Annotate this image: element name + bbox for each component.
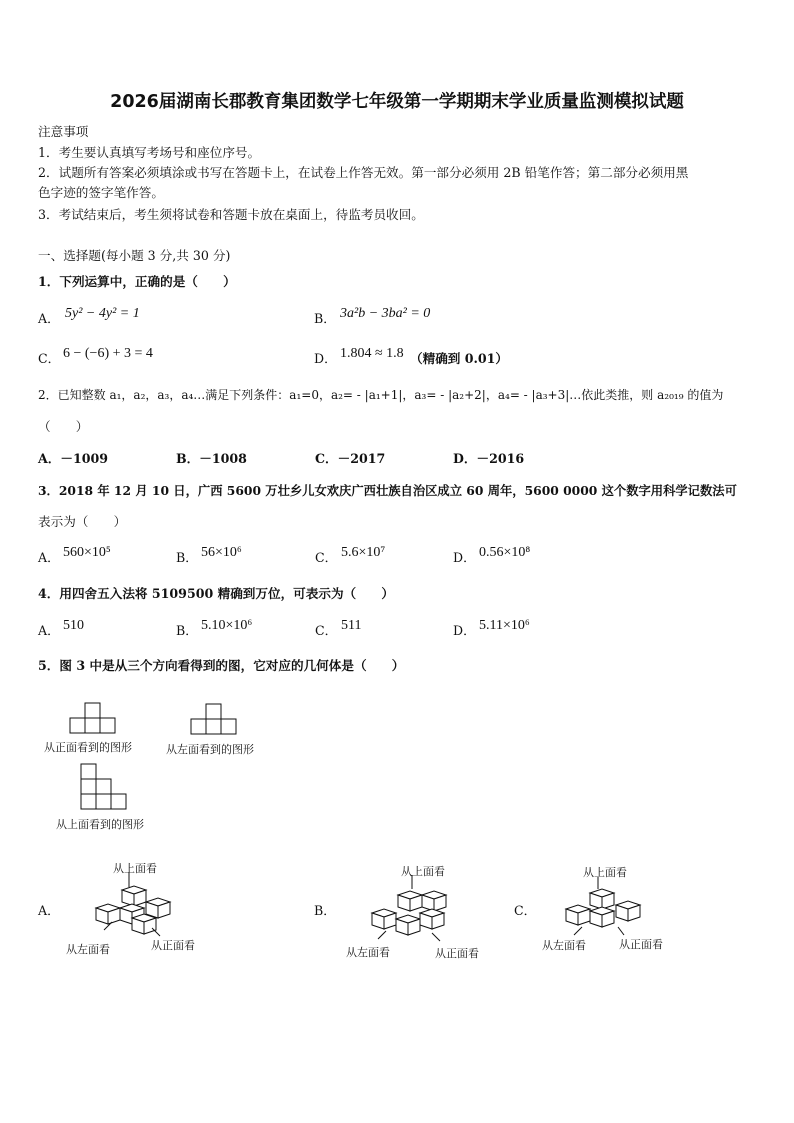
top-view-label: 从上面看到的图形 [56,818,144,831]
notice-item-2: 2．试题所有答案必须填涂或书写在答题卡上，在试卷上作答无效。第一部分必须用 2B 铅笔作答；第二部分必须用黑 [38,165,689,180]
q4-option-c-label: C． [315,623,338,638]
q5-option-a-label: A． [38,903,60,918]
option-a-front-label: 从正面看 [151,939,195,952]
q4-option-d: 5.11×10⁶ [479,618,530,633]
option-c-left-label: 从左面看 [542,939,586,952]
q1-stem: 1．下列运算中，正确的是（ ） [38,274,236,289]
q1-option-c-label: C． [38,351,61,366]
q1-option-a: 5y² − 4y² = 1 [65,306,140,321]
option-c-solid-figure [562,877,647,939]
q3-option-a: 560×10⁵ [63,545,111,560]
front-view-label: 从正面看到的图形 [44,741,132,754]
q3-option-b-label: B． [176,550,198,565]
q3-stem-cont: 表示为（ ） [38,514,127,529]
q4-option-c: 511 [341,618,362,633]
q3-option-a-label: A． [38,550,60,565]
option-a-top-label: 从上面看 [113,862,157,875]
section-heading: 一、选择题(每小题 3 分,共 30 分) [38,248,231,263]
q3-option-b: 56×10⁶ [201,545,242,560]
notice-item-2-cont: 色字迹的签字笔作答。 [38,185,164,200]
q2-option-d: D．－2016 [453,451,525,466]
q2-stem: 2．已知整数 a₁，a₂，a₃，a₄…满足下列条件：a₁=0，a₂= - |a₁+1|，a₃= - |a₂+2|，a₄= - |a₃+3|…依此类推，则 a₂₀₁₉ 的值为 [38,388,724,402]
q5-option-c-label: C． [514,903,537,918]
option-b-top-label: 从上面看 [401,865,445,878]
q3-option-c: 5.6×10⁷ [341,545,386,560]
q4-stem: 4．用四舍五入法将 5109500 精确到万位，可表示为（ ） [38,586,394,601]
option-a-solid-figure [92,872,182,942]
q1-option-b: 3a²b − 3ba² = 0 [340,306,431,321]
option-c-front-label: 从正面看 [619,938,663,951]
q3-option-d-label: D． [453,550,476,565]
q4-option-d-label: D． [453,623,476,638]
top-view-figure [81,764,141,812]
q1-option-d: 1.804 ≈ 1.8 [340,346,404,361]
notice-item-3: 3．考试结束后，考生须将试卷和答题卡放在桌面上，待监考员收回。 [38,207,424,222]
q3-option-c-label: C． [315,550,338,565]
q4-option-b-label: B． [176,623,198,638]
option-b-left-label: 从左面看 [346,946,390,959]
q1-option-a-label: A． [38,311,60,326]
q2-option-c: C．－2017 [315,451,386,466]
q3-option-d: 0.56×10⁸ [479,545,531,560]
q5-option-b-label: B． [314,903,336,918]
page-title: 2026届湖南长郡教育集团数学七年级第一学期期末学业质量监测模拟试题 [110,92,684,112]
q4-option-a: 510 [63,618,84,633]
option-b-front-label: 从正面看 [435,947,479,960]
q5-stem: 5．图 3 中是从三个方向看得到的图，它对应的几何体是（ ） [38,658,405,673]
option-a-left-label: 从左面看 [66,943,110,956]
left-view-label: 从左面看到的图形 [166,743,254,756]
q2-option-a: A．－1009 [38,451,109,466]
front-view-figure [70,703,130,735]
q4-option-b: 5.10×10⁶ [201,618,253,633]
q1-option-c: 6 − (−6) + 3 = 4 [63,346,153,361]
option-b-solid-figure [368,875,463,947]
q1-option-d-label: D． [314,351,337,366]
option-c-top-label: 从上面看 [583,866,627,879]
q2-option-b: B．－1008 [176,451,247,466]
q1-option-b-label: B． [314,311,336,326]
notice-item-1: 1．考生要认真填写考场号和座位序号。 [38,145,261,160]
q4-option-a-label: A． [38,623,60,638]
q1-option-d-note: （精确到 0.01） [410,351,509,366]
q3-stem: 3．2018 年 12 月 10 日，广西 5600 万壮乡儿女欢庆广西壮族自治区成立 60 周年，5600 0000 这个数字用科学记数法可 [38,483,737,498]
q2-stem-cont: （ ） [38,419,89,434]
left-view-figure [191,704,251,736]
notice-heading: 注意事项 [38,124,89,139]
